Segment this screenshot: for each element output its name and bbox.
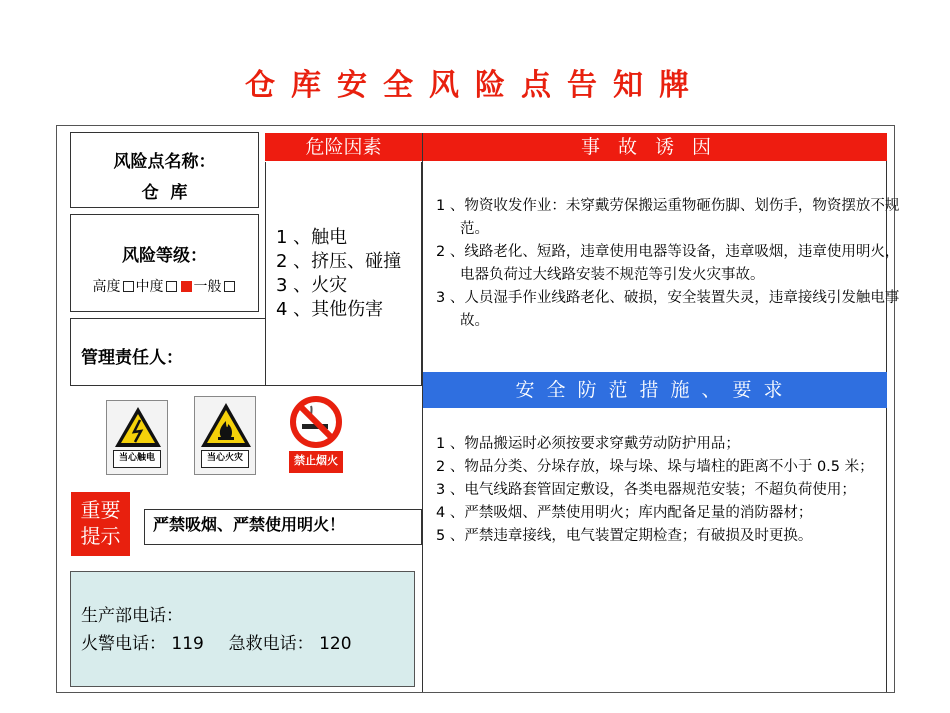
risk-level-options [71,276,258,296]
measure-item: 3 、电气线路套管固定敷设，各类电器规范安装；不超负荷使用； [436,482,856,498]
emergency-phone-number: 120 [319,634,352,654]
responsible-box [70,318,266,386]
phone-box [70,571,415,687]
no-smoking-icon [283,393,349,451]
cause-item: 3 、人员湿手作业线路老化、破损，安全装置失灵，违章接线引发触电事故。 [436,290,900,329]
measure-item: 5 、严禁违章接线，电气装置定期检查；有破损及时更换。 [436,528,813,544]
measures-list [424,433,912,548]
level-general-label: 一般 [193,279,222,295]
cause-item: 2 、线路老化、短路，违章使用电器等设备，违章吸烟，违章使用明火，电器负荷过大线路安装不规范等引发火灾事故。 [436,244,900,283]
measure-item: 2 、物品分类、分垛存放，垛与垛、垛与墙柱的距离不小于 0.5 米； [436,459,874,475]
hazards-list [266,226,426,322]
emergency-phone-label: 急救电话： [228,634,314,654]
level-high-checkbox[interactable] [123,281,134,292]
hazards-header: 危险因素 [265,133,422,161]
sign-no-smoking [283,393,349,475]
risk-name-label: 风险点名称： [113,152,216,172]
level-high-label: 高度 [92,279,121,295]
level-medium-label: 中度 [135,279,164,295]
sign-fire [194,396,256,475]
hazard-item: 4 、其他伤害 [276,299,384,320]
risk-name-value: 仓 库 [141,183,188,203]
fire-phone-label: 火警电话： [81,634,166,654]
level-general-checkbox[interactable] [181,281,192,292]
hazard-item: 2 、挤压、碰撞 [276,251,402,272]
hazard-item: 1 、触电 [276,227,348,248]
risk-name-box [70,132,259,208]
sign-caption: 当心火灾 [201,450,249,468]
level-medium-checkbox[interactable] [166,281,177,292]
hazards-bottom-divider [266,385,423,386]
emergency-phones-row [81,630,414,658]
right-column-left-border [422,133,423,692]
fire-phone-number: 119 [171,634,204,654]
fire-warning-icon [195,397,257,453]
level-general-trailing-checkbox[interactable] [224,281,235,292]
sign-electric-shock [106,400,168,475]
hazard-item: 3 、火灾 [276,275,348,296]
important-label: 重要提示 [71,492,130,556]
causes-list [424,195,912,333]
responsible-label: 管理责任人： [81,348,183,368]
page-title: 仓库安全风险点告知牌 [245,68,705,103]
important-text: 严禁吸烟、严禁使用明火！ [144,509,422,545]
measure-item: 1 、物品搬运时必须按要求穿戴劳动防护用品； [436,436,740,452]
measures-header: 安全防范措施、要求 [423,372,887,408]
sign-caption: 禁止烟火 [289,451,343,473]
measure-item: 4 、严禁吸烟、严禁使用明火；库内配备足量的消防器材； [436,505,813,521]
causes-header: 事故诱因 [423,133,887,161]
sign-caption: 当心触电 [113,450,161,468]
production-phone-label: 生产部电话： [81,606,183,626]
electric-shock-warning-icon [107,401,169,453]
risk-level-box [70,214,259,312]
cause-item: 1 、物资收发作业：未穿戴劳保搬运重物砸伤脚、划伤手，物资摆放不规范。 [436,198,900,237]
risk-level-label: 风险等级： [122,246,207,266]
